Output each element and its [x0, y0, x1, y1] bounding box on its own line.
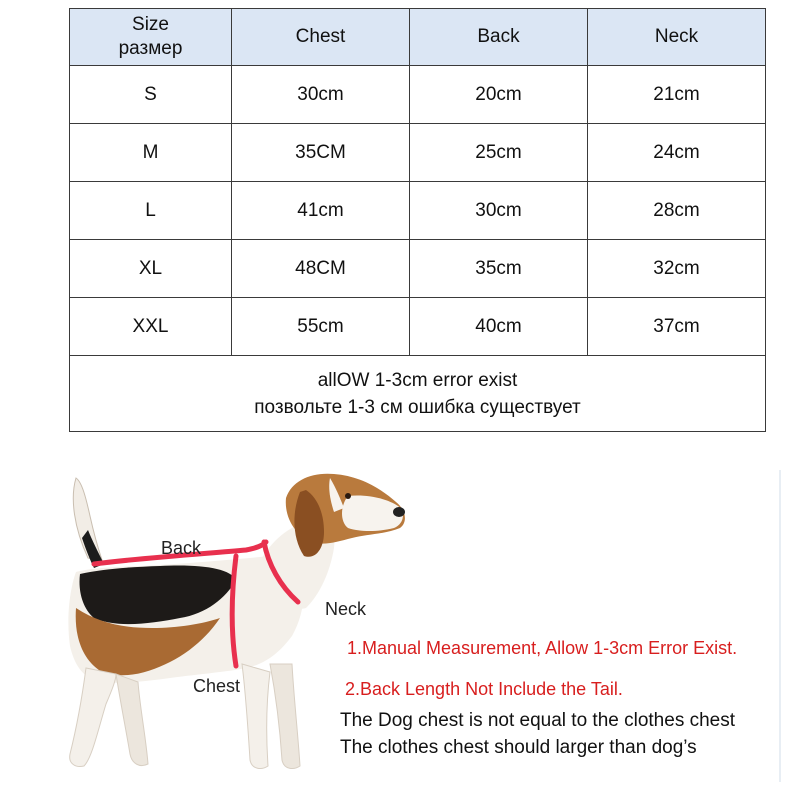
cell-size: L [70, 182, 232, 240]
cell-neck: 28cm [588, 182, 766, 240]
dog-front-leg [242, 664, 270, 768]
cell-neck: 37cm [588, 298, 766, 356]
dog-eye [345, 493, 351, 499]
cell-size: S [70, 66, 232, 124]
cell-size: XL [70, 240, 232, 298]
cell-back: 35cm [410, 240, 588, 298]
note-dog-chest: The Dog chest is not equal to the clothes chest [340, 710, 736, 731]
cell-neck: 32cm [588, 240, 766, 298]
chest-measure-label: Chest [193, 676, 241, 696]
table-header-row [70, 9, 766, 66]
note-manual-measurement: 1.Manual Measurement, Allow 1-3cm Error Exist. [347, 638, 738, 658]
dog-nose [393, 507, 405, 517]
cell-chest: 35CM [232, 124, 410, 182]
back-measure-label: Back [161, 538, 202, 558]
header-chest: Chest [232, 9, 410, 66]
cell-size: XXL [70, 298, 232, 356]
cell-chest: 41cm [232, 182, 410, 240]
cell-chest: 55cm [232, 298, 410, 356]
header-size [70, 9, 232, 66]
header-size-ru: размер [118, 38, 183, 59]
error-note-ru: позвольте 1-3 см ошибка существует [254, 396, 581, 418]
dog-front-leg-2 [270, 664, 300, 768]
cell-neck: 24cm [588, 124, 766, 182]
table-row [70, 240, 766, 298]
header-neck: Neck [588, 9, 766, 66]
cell-neck: 21cm [588, 66, 766, 124]
right-edge-divider [779, 470, 781, 782]
neck-measure-label: Neck [325, 599, 367, 619]
error-note-cell [70, 356, 766, 432]
size-chart-table [69, 8, 766, 432]
cell-back: 40cm [410, 298, 588, 356]
note-clothes-chest: The clothes chest should larger than dog’s [340, 737, 697, 758]
error-note-en: allOW 1-3cm error exist [317, 369, 518, 391]
cell-chest: 48CM [232, 240, 410, 298]
table-note-row [70, 356, 766, 432]
cell-chest: 30cm [232, 66, 410, 124]
cell-back: 20cm [410, 66, 588, 124]
cell-back: 30cm [410, 182, 588, 240]
table-row [70, 182, 766, 240]
cell-size: M [70, 124, 232, 182]
table-row [70, 298, 766, 356]
note-back-length: 2.Back Length Not Include the Tail. [345, 679, 623, 699]
table-row [70, 124, 766, 182]
header-size-en: Size [132, 14, 169, 35]
dog-hind-leg-2 [116, 674, 148, 766]
dog-hind-leg [70, 668, 116, 767]
table-row [70, 66, 766, 124]
header-back: Back [410, 9, 588, 66]
cell-back: 25cm [410, 124, 588, 182]
